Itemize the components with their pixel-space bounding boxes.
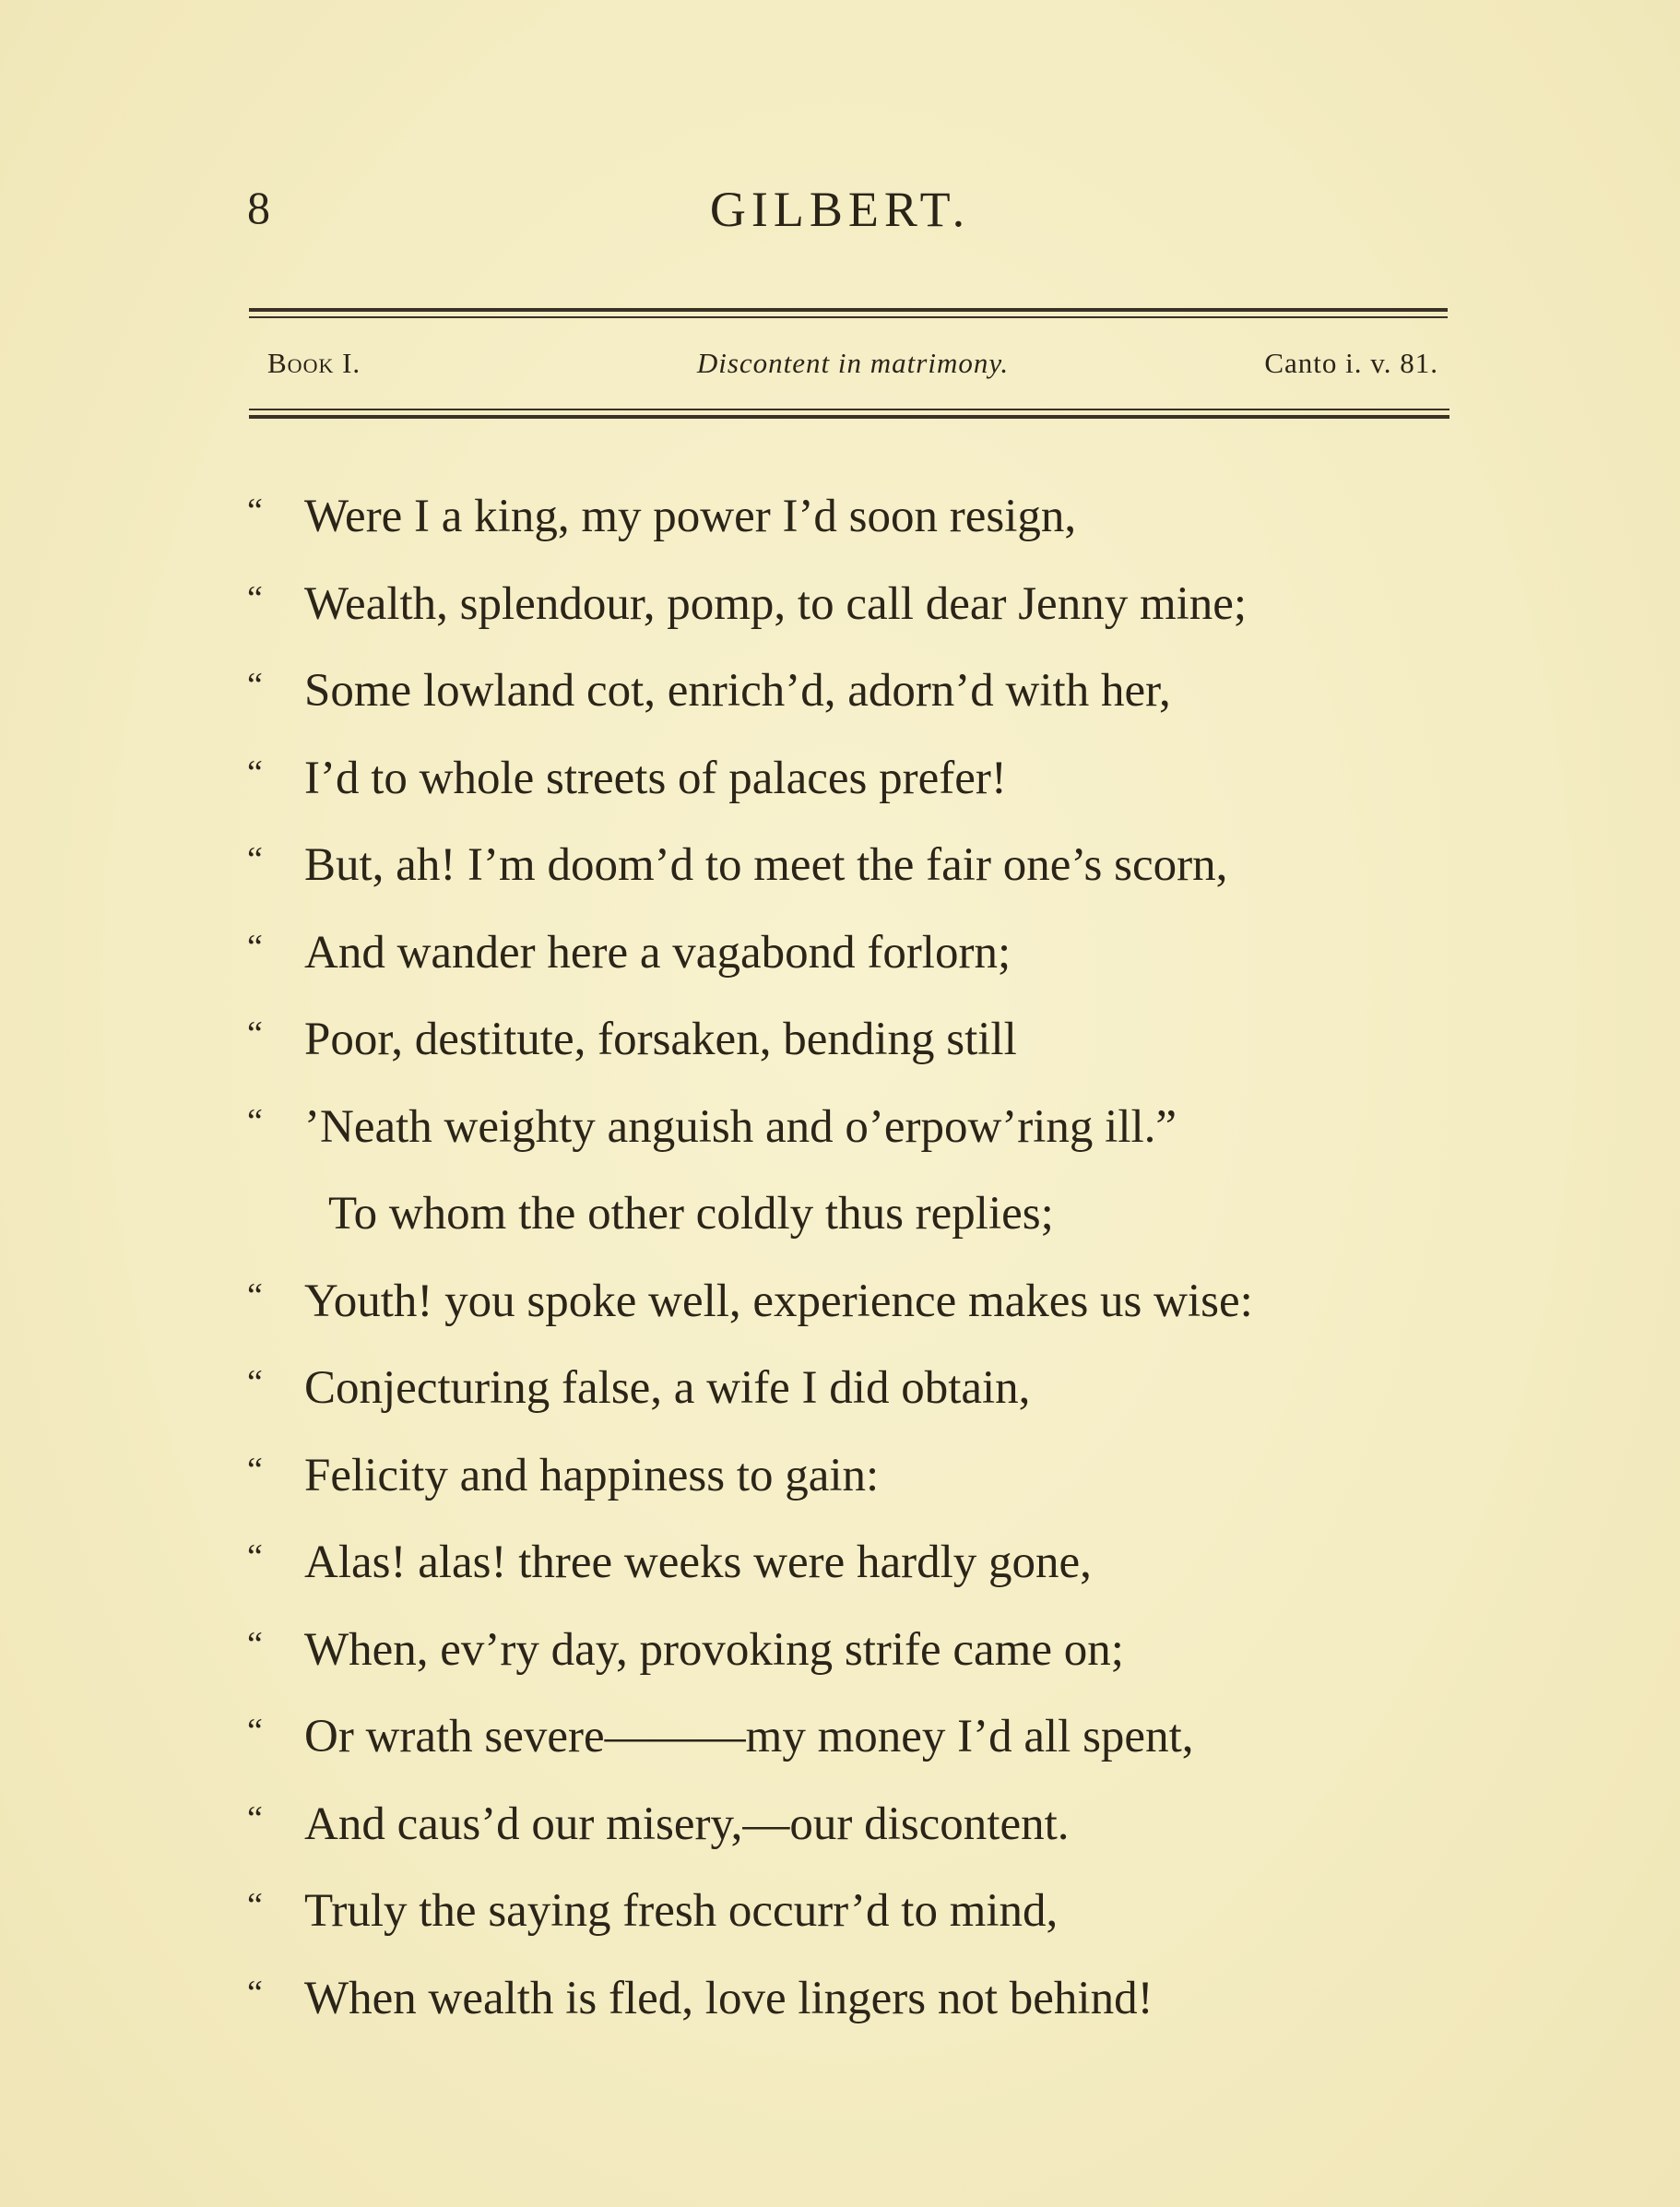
opening-quote-mark: “ xyxy=(247,666,263,705)
verse-text: When wealth is fled, love lingers not behind! xyxy=(304,1972,1154,2024)
verse-line xyxy=(247,567,1538,655)
verse-line xyxy=(247,1874,1538,1962)
verse-text: When, ev’ry day, provoking strife came on; xyxy=(304,1623,1124,1676)
verse-text: And wander here a vagabond forlorn; xyxy=(304,926,1012,979)
verse-text: I’d to whole streets of palaces prefer! xyxy=(304,752,1007,804)
opening-quote-mark: “ xyxy=(247,1537,263,1576)
verse-line xyxy=(247,1962,1538,2049)
opening-quote-mark: “ xyxy=(247,1798,263,1838)
opening-quote-mark: “ xyxy=(247,578,263,618)
verse-text: Or wrath severe———my money I’d all spent, xyxy=(304,1711,1194,1762)
verse-line xyxy=(247,1700,1538,1787)
verse-text: Wealth, splendour, pomp, to call dear Jenny mine; xyxy=(304,577,1248,630)
section-headline xyxy=(267,343,1438,389)
verse-text: Felicity and happiness to gain: xyxy=(304,1449,880,1501)
verse-line xyxy=(247,916,1538,1003)
opening-quote-mark: “ xyxy=(247,1886,263,1925)
opening-quote-mark: “ xyxy=(247,1973,263,2012)
verse-line xyxy=(247,1525,1538,1613)
poem-verses xyxy=(247,480,1538,2048)
verse-text: Some lowland cot, enrich’d, adorn’d with her, xyxy=(304,665,1171,717)
opening-quote-mark: “ xyxy=(247,1101,263,1141)
bottom-rule-thick xyxy=(249,415,1449,419)
verse-line xyxy=(247,480,1538,567)
verse-line xyxy=(247,828,1538,916)
running-title: GILBERT. xyxy=(709,182,971,237)
verse-line xyxy=(247,654,1538,742)
opening-quote-mark: “ xyxy=(247,927,263,967)
verse-text: But, ah! I’m doom’d to meet the fair one’s scorn, xyxy=(304,839,1228,891)
opening-quote-mark: “ xyxy=(247,1363,263,1402)
bottom-rule-thin xyxy=(249,409,1449,410)
opening-quote-mark: “ xyxy=(247,1450,263,1489)
verse-text: Alas! alas! three weeks were hardly gone, xyxy=(304,1537,1092,1588)
verse-line xyxy=(247,742,1538,829)
verse-line xyxy=(247,1090,1538,1178)
page-number: 8 xyxy=(247,182,271,233)
verse-line xyxy=(247,1613,1538,1701)
verse-text: Truly the saying fresh occurr’d to mind, xyxy=(304,1885,1059,1937)
verse-text: And caus’d our misery,—our discontent. xyxy=(304,1798,1070,1850)
section-subject: Discontent in matrimony. xyxy=(696,347,1010,379)
opening-quote-mark: “ xyxy=(247,753,263,792)
opening-quote-mark: “ xyxy=(247,1624,263,1664)
book-label: Book I. xyxy=(267,347,361,379)
opening-quote-mark: “ xyxy=(247,1712,263,1750)
verse-line xyxy=(247,1439,1538,1526)
verse-line xyxy=(247,1264,1538,1352)
top-rule-thin xyxy=(249,316,1448,318)
verse-text: Poor, destitute, forsaken, bending still xyxy=(304,1014,1017,1065)
opening-quote-mark: “ xyxy=(247,1276,263,1315)
opening-quote-mark: “ xyxy=(247,1015,263,1053)
verse-line xyxy=(247,1351,1538,1439)
opening-quote-mark: “ xyxy=(247,492,263,530)
verse-line xyxy=(247,1787,1538,1875)
verse-line-indented xyxy=(247,1177,1538,1264)
canto-verse-label: Canto i. v. 81. xyxy=(1264,347,1438,379)
top-rule-thick xyxy=(249,308,1448,312)
verse-line xyxy=(247,1003,1538,1090)
verse-text: To whom the other coldly thus replies; xyxy=(328,1188,1054,1240)
verse-text: Youth! you spoke well, experience makes us wise: xyxy=(304,1275,1253,1327)
opening-quote-mark: “ xyxy=(247,840,263,879)
verse-text: Conjecturing false, a wife I did obtain, xyxy=(304,1362,1031,1414)
verse-text: ’Neath weighty anguish and o’erpow’ring ill.” xyxy=(304,1100,1177,1153)
verse-text: Were I a king, my power I’d soon resign, xyxy=(304,491,1077,542)
